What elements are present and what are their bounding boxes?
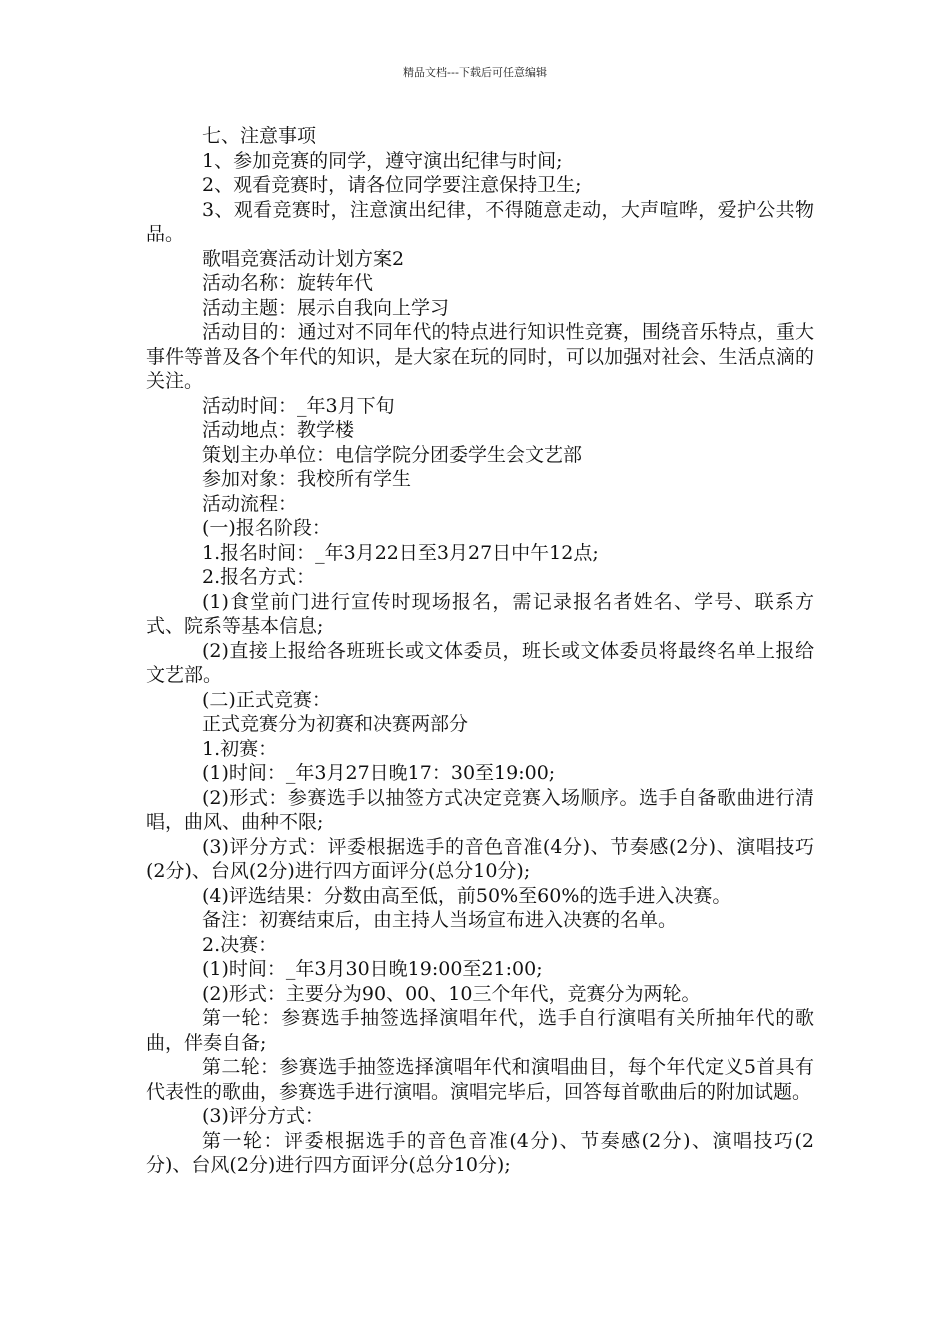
paragraph: 活动名称：旋转年代 (202, 272, 374, 294)
paragraph: 2.决赛： (202, 933, 278, 956)
paragraph: 2、观看竞赛时，请各位同学要注意保持卫生; (202, 174, 582, 196)
paragraph: 活动时间：_年3月下旬 (202, 394, 395, 417)
paragraph: 第一轮：参赛选手抽签选择演唱年代，选手自行演唱有关所抽年代的歌曲，伴奏自备; (146, 1007, 814, 1054)
section-heading-notes: 七、注意事项 (202, 125, 317, 147)
paragraph: 第一轮：评委根据选手的音色音准(4分)、节奏感(2分)、演唱技巧(2分)、台风(2分)进行四方面评分(总分10分); (146, 1129, 814, 1176)
paragraph: (2)形式：参赛选手以抽签方式决定竞赛入场顺序。选手自备歌曲进行清唱，曲风、曲种不限; (146, 786, 814, 833)
paragraph: (1)时间：_年3月30日晚19:00至21:00; (202, 958, 543, 980)
paragraph: 1.初赛： (202, 737, 278, 760)
paragraph: 备注：初赛结束后，由主持人当场宣布进入决赛的名单。 (202, 909, 678, 931)
paragraph: (2)直接上报给各班班长或文体委员，班长或文体委员将最终名单上报给文艺部。 (146, 639, 814, 686)
paragraph: 正式竞赛分为初赛和决赛两部分 (202, 713, 469, 735)
paragraph: (3)评分方式： (202, 1105, 324, 1127)
paragraph: 活动流程： (202, 492, 298, 515)
paragraph: 3、观看竞赛时，注意演出纪律，不得随意走动，大声喧哗，爱护公共物品。 (146, 198, 814, 245)
paragraph: 1、参加竞赛的同学，遵守演出纪律与时间; (202, 149, 563, 172)
paragraph: 策划主办单位：电信学院分团委学生会文艺部 (202, 443, 583, 466)
paragraph: (1)时间：_年3月27日晚17：30至19:00; (202, 762, 556, 784)
document-body (146, 124, 814, 1178)
paragraph: 参加对象：我校所有学生 (202, 468, 412, 490)
paragraph: (4)评选结果：分数由高至低，前50%至60%的选手进入决赛。 (202, 884, 732, 907)
paragraph: 活动目的：通过对不同年代的特点进行知识性竞赛，围绕音乐特点，重大事件等普及各个年代的知识，是大家在玩的同时，可以加强对社会、生活点滴的关注。 (146, 321, 814, 392)
paragraph: (2)形式：主要分为90、00、10三个年代，竞赛分为两轮。 (202, 982, 701, 1005)
paragraph: (二)正式竞赛： (202, 688, 331, 711)
paragraph: (1)食堂前门进行宣传时现场报名，需记录报名者姓名、学号、联系方式、院系等基本信息; (146, 590, 814, 637)
paragraph: 活动地点：教学楼 (202, 419, 355, 441)
page-header: 精品文档---下载后可任意编辑 (403, 66, 547, 79)
paragraph: 活动主题：展示自我向上学习 (202, 296, 450, 319)
paragraph: (一)报名阶段： (202, 517, 331, 539)
plan-title: 歌唱竞赛活动计划方案2 (202, 247, 405, 270)
paragraph: (3)评分方式：评委根据选手的音色音准(4分)、节奏感(2分)、演唱技巧(2分)、台风(2分)进行四方面评分(总分10分); (146, 835, 814, 882)
paragraph: 2.报名方式： (202, 566, 316, 588)
paragraph: 第二轮：参赛选手抽签选择演唱年代和演唱曲目，每个年代定义5首具有代表性的歌曲，参赛选手进行演唱。演唱完毕后，回答每首歌曲后的附加试题。 (146, 1056, 814, 1103)
paragraph: 1.报名时间：_年3月22日至3月27日中午12点; (202, 541, 599, 564)
